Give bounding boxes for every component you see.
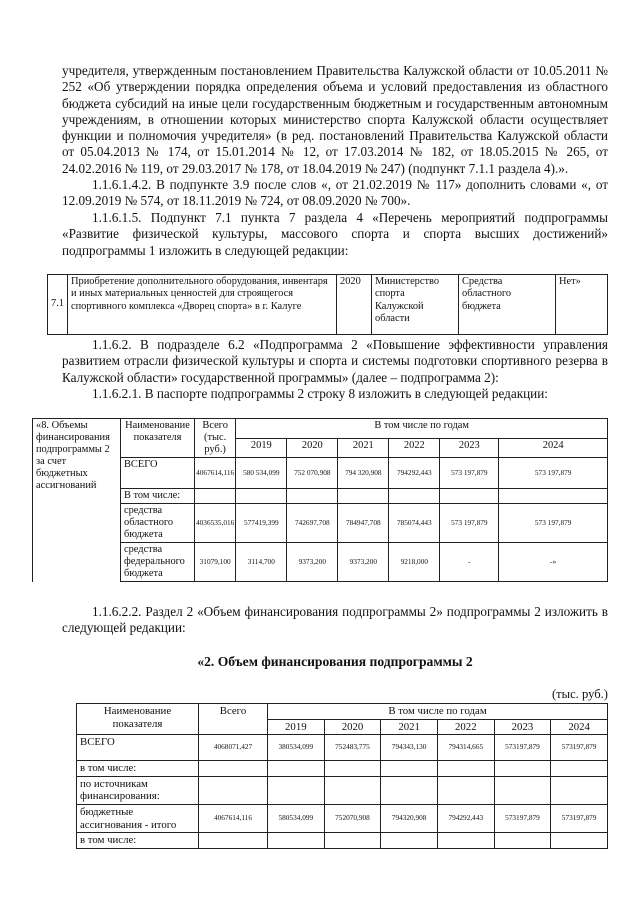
cell-value: 573197,879 <box>551 804 608 832</box>
item-year: 2020 <box>337 275 372 335</box>
cell-value: 752070,908 <box>324 804 381 832</box>
row-total: 4067614,116 <box>199 804 268 832</box>
item-source: Средства областного бюджета <box>459 275 556 335</box>
cell-value: 784947,708 <box>338 504 389 543</box>
year-header: 2020 <box>324 719 381 735</box>
row-label: В том числе: <box>121 489 195 504</box>
year-header: 2024 <box>551 719 608 735</box>
cell-value: 9373,200 <box>338 543 389 582</box>
cell-value: 794 320,908 <box>338 458 389 489</box>
cell-value: 742697,708 <box>287 504 338 543</box>
cell-value: 794320,908 <box>381 804 438 832</box>
year-header: 2019 <box>236 438 287 458</box>
measure-7-1-table <box>47 274 608 335</box>
cell-value: 794343,130 <box>381 735 438 761</box>
cell-value: - <box>440 543 499 582</box>
year-header: 2021 <box>381 719 438 735</box>
year-header: 2020 <box>287 438 338 458</box>
section-heading: «2. Объем финансирования подпрограммы 2 <box>197 654 473 669</box>
cell-value: 380534,099 <box>268 735 325 761</box>
row-total: 4036535,016 <box>195 504 236 543</box>
header-years: В том числе по годам <box>236 419 608 439</box>
year-header: 2023 <box>494 719 551 735</box>
cell-value: 794292,443 <box>437 804 494 832</box>
header-name: Наименование показателя <box>121 419 195 458</box>
paragraph-1: учредителя, утвержденным постановлением Правительства Калужской области от 10.05.2011 № 252 «Об утверждении порядка определения объема и условий предоставления из областного бюджета субсидий на иные цели государственным бюджетным и государственным автономным учреждениям, в отношении которых министерство спорта Калужской области осуществляет функции и полномочия учредителя» (в ред. постановлений Правительства Калужской области от 05.04.2013 № 174, от 15.01.2014 № 12, от 17.03.2014 № 182, от 18.05.2015 № 265, от 24.02.2016 № 119, от 29.03.2017 № 178, от 18.04.2019 № 247) (подпункт 7.1.1 раздела 4).». <box>62 63 608 176</box>
paragraph-5: 1.1.6.2.1. В паспорте подпрограммы 2 строку 8 изложить в следующей редакции: <box>92 386 548 401</box>
row-total: 4067614,116 <box>195 458 236 489</box>
cell-value: 573 197,879 <box>440 458 499 489</box>
cell-value: 573 197,879 <box>499 504 608 543</box>
row-label: бюджетные ассигнования - итого <box>77 804 199 832</box>
cell-value: 794292,443 <box>389 458 440 489</box>
year-header: 2019 <box>268 719 325 735</box>
row-label: ВСЕГО <box>77 735 199 761</box>
cell-value: 9218,000 <box>389 543 440 582</box>
year-header: 2022 <box>437 719 494 735</box>
paragraph-2: 1.1.6.1.4.2. В подпункте 3.9 после слов «, от 21.02.2019 № 117» дополнить словами «, от 12.09.2019 № 574, от 18.11.2019 № 724, от 08.09.2020 № 700». <box>62 177 608 209</box>
cell-value: 580 534,099 <box>236 458 287 489</box>
cell-value: 794314,665 <box>437 735 494 761</box>
cell-value: 573197,879 <box>494 735 551 761</box>
row-total: 4068071,427 <box>199 735 268 761</box>
cell-value: 785074,443 <box>389 504 440 543</box>
year-header: 2022 <box>389 438 440 458</box>
item-number: 7.1 <box>48 275 68 335</box>
header-years: В том числе по годам <box>268 704 608 720</box>
cell-value: -» <box>499 543 608 582</box>
cell-value: 573 197,879 <box>440 504 499 543</box>
paragraph-4: 1.1.6.2. В подразделе 6.2 «Подпрограмма 2 «Повышение эффективности управления развитием отрасли физической культуры и спорта и системы подготовки спортивного резерва в Калужской области» государственной программы» (далее – подпрограмма 2): <box>62 337 608 385</box>
row-label: ВСЕГО <box>121 458 195 489</box>
cell-value: 573 197,879 <box>499 458 608 489</box>
passport-row-label: «8. Объемы финансирования подпрограммы 2 за счет бюджетных ассигнований <box>33 419 121 582</box>
item-name: Приобретение дополнительного оборудования, инвентаря и иных материальных ценностей для строящегося спортивного комплекса «Дворец спорта» в г. Калуге <box>68 275 337 335</box>
paragraph-6: 1.1.6.2.2. Раздел 2 «Объем финансирования подпрограммы 2» подпрограммы 2 изложить в следующей редакции: <box>62 604 608 636</box>
cell-value: 9373,200 <box>287 543 338 582</box>
header-total: Всего (тыс. руб.) <box>195 419 236 458</box>
year-header: 2023 <box>440 438 499 458</box>
header-total: Всего <box>199 704 268 735</box>
row-label: в том числе: <box>77 761 199 777</box>
row-label: по источникам финансирования: <box>77 776 199 804</box>
header-name: Наименование показателя <box>77 704 199 735</box>
unit-label: (тыс. руб.) <box>551 687 608 701</box>
cell-value: 580534,099 <box>268 804 325 832</box>
year-header: 2024 <box>499 438 608 458</box>
cell-value: 577419,399 <box>236 504 287 543</box>
cell-value: 752 070,908 <box>287 458 338 489</box>
cell-value: 573197,879 <box>551 735 608 761</box>
item-executor: Министерство спорта Калужской области <box>372 275 459 335</box>
row-label: средства федерального бюджета <box>121 543 195 582</box>
paragraph-3: 1.1.6.1.5. Подпункт 7.1 пункта 7 раздела 4 «Перечень мероприятий подпрограммы «Развитие физической культуры, массового спорта и спорта высших достижений» подпрограммы 1 изложить в следующей редакции: <box>62 210 608 258</box>
subprogram-2-financing-table <box>76 703 608 849</box>
year-header: 2021 <box>338 438 389 458</box>
passport-row-8-table <box>32 418 608 582</box>
row-total: 31079,100 <box>195 543 236 582</box>
row-label: средства областного бюджета <box>121 504 195 543</box>
cell-value: 3114,700 <box>236 543 287 582</box>
row-label: в том числе: <box>77 833 199 849</box>
cell-value: 573197,879 <box>494 804 551 832</box>
item-amount: Нет» <box>556 275 608 335</box>
cell-value: 752483,775 <box>324 735 381 761</box>
